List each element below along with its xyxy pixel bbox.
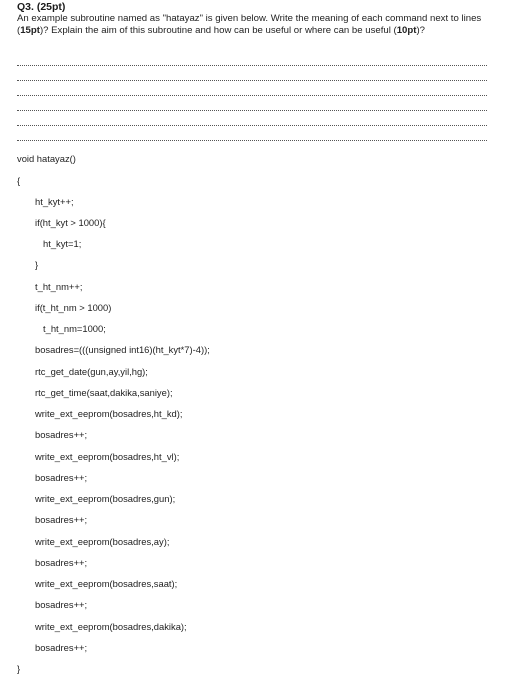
code-line: bosadres++; bbox=[35, 429, 88, 440]
code-line: bosadres++; bbox=[35, 599, 88, 610]
answer-line bbox=[17, 95, 487, 96]
answer-line bbox=[17, 65, 487, 66]
code-line: } bbox=[17, 663, 21, 674]
code-line: rtc_get_time(saat,dakika,saniye); bbox=[35, 387, 173, 398]
question-text-part: An example subroutine named as "hatayaz" is given below. Write the meaning of each command next to lines ( bbox=[17, 13, 482, 36]
code-line: if(t_ht_nm > 1000) bbox=[35, 302, 112, 313]
code-line: bosadres++; bbox=[35, 514, 88, 525]
answer-line bbox=[17, 80, 487, 81]
code-line: ht_kyt=1; bbox=[43, 238, 82, 249]
code-line: bosadres++; bbox=[35, 557, 88, 568]
answer-line bbox=[17, 110, 487, 111]
code-line: bosadres++; bbox=[35, 472, 88, 483]
code-line: bosadres++; bbox=[35, 642, 88, 653]
question-text-part: )? Explain the aim of this subroutine and how can be useful or where can be useful ( bbox=[39, 25, 397, 36]
code-line: t_ht_nm=1000; bbox=[43, 323, 106, 334]
question-text bbox=[17, 13, 499, 37]
code-line: ht_kyt++; bbox=[35, 196, 74, 207]
question-points-15: 15pt bbox=[20, 25, 40, 36]
answer-line bbox=[17, 125, 487, 126]
code-line: write_ext_eeprom(bosadres,gun); bbox=[35, 493, 176, 504]
code-line: bosadres=(((unsigned int16)(ht_kyt*7)-4)); bbox=[35, 344, 210, 355]
code-line: if(ht_kyt > 1000){ bbox=[35, 217, 106, 228]
code-line: write_ext_eeprom(bosadres,dakika); bbox=[35, 621, 187, 632]
code-line: write_ext_eeprom(bosadres,ay); bbox=[35, 536, 170, 547]
code-line: } bbox=[35, 259, 39, 270]
code-line: write_ext_eeprom(bosadres,ht_vl); bbox=[35, 451, 180, 462]
code-line: { bbox=[17, 175, 21, 186]
code-line: rtc_get_date(gun,ay,yil,hg); bbox=[35, 366, 148, 377]
code-line: t_ht_nm++; bbox=[35, 281, 83, 292]
code-line: write_ext_eeprom(bosadres,ht_kd); bbox=[35, 408, 183, 419]
code-line: write_ext_eeprom(bosadres,saat); bbox=[35, 578, 178, 589]
question-points-10: 10pt bbox=[396, 25, 417, 36]
code-line: void hatayaz() bbox=[17, 153, 76, 164]
answer-line bbox=[17, 140, 487, 141]
question-title: Q3. (25pt) bbox=[17, 1, 66, 13]
question-text-part: )? bbox=[416, 25, 425, 36]
